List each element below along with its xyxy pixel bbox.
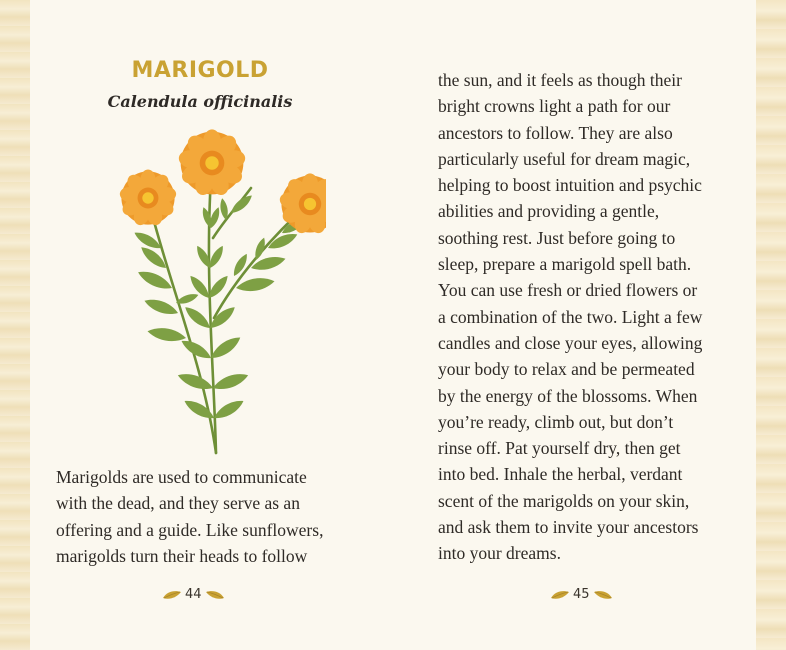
leaf-ornament-icon — [162, 589, 182, 601]
left-page — [30, 0, 410, 650]
marigold-plant-illustration — [86, 118, 326, 458]
book-spread — [30, 0, 756, 650]
leaf-ornament-icon — [593, 589, 613, 601]
leaf-ornament-icon — [205, 589, 225, 601]
body-text-left: Marigolds are used to communicate with the dead, and they serve as an offering and a guide. Like sunflowers, marigolds turn their heads to follow — [56, 467, 324, 566]
page-number-left — [162, 587, 225, 602]
page-number: 45 — [573, 587, 590, 602]
body-text-right: the sun, and it feels as though their bright crowns light a path for our ancestors to follow. They are also particularly useful for dream magic, helping to boost intuition and psychic abilities and providing a gentle, soothing rest. Just before going to sleep, prepare a marigold spell bath. You can use fresh or dried flowers or a combination of the two. Light a few candles and close your eyes, allowing your body to relax and be permeated by the energy of the blossoms. When you’re ready, climb out, but don’t rinse off. Pat yourself dry, then get into bed. Inhale the herbal, verdant scent of the marigolds on your skin, and ask them to invite your ancestors into your dreams. — [438, 70, 703, 564]
page-title: MARIGOLD — [131, 58, 269, 83]
right-page — [410, 0, 756, 650]
leaf-ornament-icon — [550, 589, 570, 601]
latin-name: Calendula officinalis — [107, 92, 293, 111]
page-number-right — [550, 587, 613, 602]
background-edge-left — [0, 0, 30, 650]
background-edge-right — [756, 0, 786, 650]
page-number: 44 — [185, 587, 202, 602]
